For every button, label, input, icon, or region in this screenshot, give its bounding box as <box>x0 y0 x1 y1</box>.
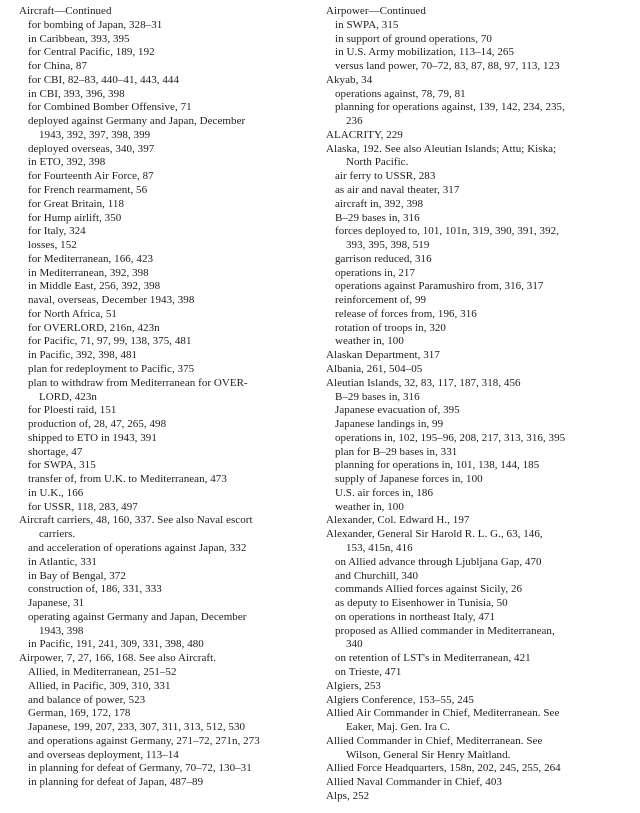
right-index-subentry: Wilson, General Sir Henry Maitland. <box>346 748 511 761</box>
right-index-heading-entry: Airpower—Continued <box>326 5 426 17</box>
left-index-subentry: losses, 152 <box>28 239 77 252</box>
right-index-subentry: proposed as Allied commander in Mediterranean, <box>335 624 555 637</box>
right-index-heading-entry: ALACRITY, 229 <box>326 128 403 141</box>
right-index-subentry: supply of Japanese forces in, 100 <box>335 473 483 486</box>
right-index-heading-entry: Algiers Conference, 153–55, 245 <box>326 693 474 706</box>
left-index-subentry: Allied, in Pacific, 309, 310, 331 <box>28 679 171 692</box>
right-index-subentry: on Allied advance through Ljubljana Gap, 470 <box>335 555 542 568</box>
right-index-heading-entry: Allied Naval Commander in Chief, 403 <box>326 776 502 789</box>
left-index-subentry: for CBI, 82–83, 440–41, 443, 444 <box>28 73 180 86</box>
left-index-subentry: in planning for defeat of Japan, 487–89 <box>28 776 204 789</box>
left-index-subentry: operating against Germany and Japan, December <box>28 610 247 623</box>
right-index-subentry: on operations in northeast Italy, 471 <box>335 610 495 623</box>
left-index-subentry: for USSR, 118, 283, 497 <box>28 500 138 513</box>
right-index-subentry: Japanese evacuation of, 395 <box>335 404 460 417</box>
left-index-subentry: for Combined Bomber Offensive, 71 <box>28 101 192 114</box>
left-index-subentry: in Mediterranean, 392, 398 <box>28 266 149 279</box>
right-index-subentry: in support of ground operations, 70 <box>335 32 492 45</box>
left-index-subentry: 1943, 398 <box>39 624 84 637</box>
left-index-subentry: for SWPA, 315 <box>28 459 96 472</box>
left-index-subentry: in planning for defeat of Germany, 70–72, 130–31 <box>28 762 252 775</box>
left-index-subentry: for Hump airlift, 350 <box>28 211 122 224</box>
right-index-subentry: weather in, 100 <box>335 335 404 348</box>
right-index-subentry: operations in, 102, 195–96, 208, 217, 313, 316, 395 <box>335 431 566 444</box>
right-index-subentry: in U.S. Army mobilization, 113–14, 265 <box>335 46 515 59</box>
left-index-subentry: in Atlantic, 331 <box>28 555 97 568</box>
right-index-subentry: B–29 bases in, 316 <box>335 390 420 403</box>
left-index-subentry: plan for redeployment to Pacific, 375 <box>28 363 195 376</box>
left-index-subentry: in Caribbean, 393, 395 <box>28 32 130 45</box>
right-index-subentry: in SWPA, 315 <box>335 18 399 31</box>
left-index-subentry: and operations against Germany, 271–72, 271n, 273 <box>28 734 260 747</box>
left-index-subentry: 1943, 392, 397, 398, 399 <box>39 128 151 141</box>
left-index-subentry: in Bay of Bengal, 372 <box>28 569 126 582</box>
right-index-subentry: versus land power, 70–72, 83, 87, 88, 97, 113, 123 <box>335 60 560 73</box>
right-index-subentry: forces deployed to, 101, 101n, 319, 390, 391, 392, <box>335 225 559 238</box>
right-index-subentry: 393, 395, 398, 519 <box>346 239 430 252</box>
left-index-subentry: Japanese, 199, 207, 233, 307, 311, 313, 512, 530 <box>28 721 246 734</box>
right-index-subentry: commands Allied forces against Sicily, 26 <box>335 583 523 596</box>
right-index-subentry: operations against Paramushiro from, 316, 317 <box>335 280 544 293</box>
left-index-subentry: deployed overseas, 340, 397 <box>28 142 155 155</box>
right-index-subentry: Eaker, Maj. Gen. Ira C. <box>346 721 450 734</box>
left-index-subentry: Japanese, 31 <box>28 597 85 610</box>
right-index-heading-entry: Alexander, Col. Edward H., 197 <box>326 514 470 527</box>
left-index-subentry: in U.K., 166 <box>28 486 84 499</box>
left-index-subentry: in Pacific, 191, 241, 309, 331, 398, 480 <box>28 638 204 651</box>
left-index-subentry: naval, overseas, December 1943, 398 <box>28 294 195 307</box>
right-index-subentry: air ferry to USSR, 283 <box>335 170 436 183</box>
left-index-subentry: carriers. <box>39 528 76 541</box>
right-index-subentry: B–29 bases in, 316 <box>335 211 420 224</box>
right-index-heading-entry: Aleutian Islands, 32, 83, 117, 187, 318, 456 <box>326 376 521 389</box>
left-index-subentry: and acceleration of operations against Japan, 332 <box>28 542 247 555</box>
right-index-subentry: planning for operations against, 139, 142, 234, 235, <box>335 101 565 114</box>
left-index-subentry: for North Africa, 51 <box>28 307 117 320</box>
right-index-subentry: 340 <box>346 638 363 651</box>
right-index-subentry: aircraft in, 392, 398 <box>335 197 424 210</box>
left-index-subentry: plan to withdraw from Mediterranean for OVER- <box>28 376 248 389</box>
left-index-subentry: for Ploesti raid, 151 <box>28 404 117 417</box>
left-index-subentry: and balance of power, 523 <box>28 693 146 706</box>
left-index-subentry: production of, 28, 47, 265, 498 <box>28 418 167 431</box>
right-index-heading-entry: Akyab, 34 <box>326 73 373 86</box>
right-index-subentry: planning for operations in, 101, 138, 144, 185 <box>335 459 540 472</box>
left-index-subentry: for Pacific, 71, 97, 99, 138, 375, 481 <box>28 335 192 348</box>
right-index-heading-entry: Allied Commander in Chief, Mediterranean. See <box>326 734 543 747</box>
right-index-heading-entry: Alexander, General Sir Harold R. L. G., 63, 146, <box>326 528 543 541</box>
left-index-heading-entry: Airpower, 7, 27, 166, 168. See also Aircraft. <box>19 652 217 665</box>
left-index-subentry: in CBI, 393, 396, 398 <box>28 87 125 100</box>
right-index-subentry: garrison reduced, 316 <box>335 252 432 265</box>
right-index-subentry: Japanese landings in, 99 <box>335 418 444 431</box>
left-index-subentry: in Pacific, 392, 398, 481 <box>28 349 138 362</box>
left-index-heading-entry: Aircraft carriers, 48, 160, 337. See also Naval escort <box>19 514 253 527</box>
left-index-subentry: for bombing of Japan, 328–31 <box>28 18 163 31</box>
left-index-subentry: for French rearmament, 56 <box>28 184 148 196</box>
right-index-subentry: operations against, 78, 79, 81 <box>335 87 466 100</box>
right-index-subentry: reinforcement of, 99 <box>335 294 427 307</box>
right-index-heading-entry: Allied Force Headquarters, 158n, 202, 245, 255, 264 <box>326 762 561 775</box>
right-index-subentry: on retention of LST's in Mediterranean, 421 <box>335 652 531 665</box>
left-index-subentry: in ETO, 392, 398 <box>28 156 106 169</box>
left-index-subentry: German, 169, 172, 178 <box>28 707 131 720</box>
right-index-heading-entry: Algiers, 253 <box>326 679 381 692</box>
right-index-subentry: U.S. air forces in, 186 <box>335 486 433 499</box>
left-index-subentry: shipped to ETO in 1943, 391 <box>28 431 157 444</box>
right-index-subentry: 153, 415n, 416 <box>346 542 413 555</box>
left-index-subentry: for Central Pacific, 189, 192 <box>28 46 155 59</box>
right-index-subentry: North Pacific. <box>346 156 409 169</box>
left-index-subentry: Allied, in Mediterranean, 251–52 <box>28 665 177 678</box>
left-index-subentry: construction of, 186, 331, 333 <box>28 583 162 596</box>
right-index-subentry: release of forces from, 196, 316 <box>335 307 477 320</box>
right-index-heading-entry: Alaska, 192. See also Aleutian Islands; Attu; Kiska; <box>326 142 557 155</box>
right-index-subentry: as air and naval theater, 317 <box>335 184 460 196</box>
right-index-heading-entry: Allied Air Commander in Chief, Mediterranean. See <box>326 707 560 720</box>
left-index-subentry: LORD, 423n <box>39 390 97 403</box>
right-index-subentry: operations in, 217 <box>335 266 416 279</box>
right-index-subentry: plan for B–29 bases in, 331 <box>335 445 458 458</box>
left-index-subentry: for China, 87 <box>28 60 88 73</box>
left-index-subentry: for Fourteenth Air Force, 87 <box>28 170 154 183</box>
left-index-subentry: and overseas deployment, 113–14 <box>28 748 179 761</box>
right-index-heading-entry: Alps, 252 <box>326 789 370 802</box>
right-index-subentry: on Trieste, 471 <box>335 665 402 678</box>
left-index-subentry: transfer of, from U.K. to Mediterranean, 473 <box>28 473 227 486</box>
right-index-subentry: weather in, 100 <box>335 500 404 513</box>
right-index-heading-entry: Alaskan Department, 317 <box>326 349 440 362</box>
right-index-subentry: as deputy to Eisenhower in Tunisia, 50 <box>335 597 508 610</box>
left-index-subentry: for Great Britain, 118 <box>28 197 124 210</box>
left-index-subentry: shortage, 47 <box>28 445 83 458</box>
right-index-subentry: 236 <box>346 115 363 128</box>
right-index-subentry: rotation of troops in, 320 <box>335 321 446 334</box>
right-index-heading-entry: Albania, 261, 504–05 <box>326 363 423 376</box>
left-index-subentry: for Mediterranean, 166, 423 <box>28 252 154 265</box>
left-index-subentry: for Italy, 324 <box>28 225 86 238</box>
left-index-subentry: in Middle East, 256, 392, 398 <box>28 280 161 293</box>
left-index-heading-entry: Aircraft—Continued <box>19 5 112 17</box>
right-index-subentry: and Churchill, 340 <box>335 569 419 582</box>
left-index-subentry: deployed against Germany and Japan, December <box>28 115 246 128</box>
left-index-subentry: for OVERLORD, 216n, 423n <box>28 321 160 334</box>
